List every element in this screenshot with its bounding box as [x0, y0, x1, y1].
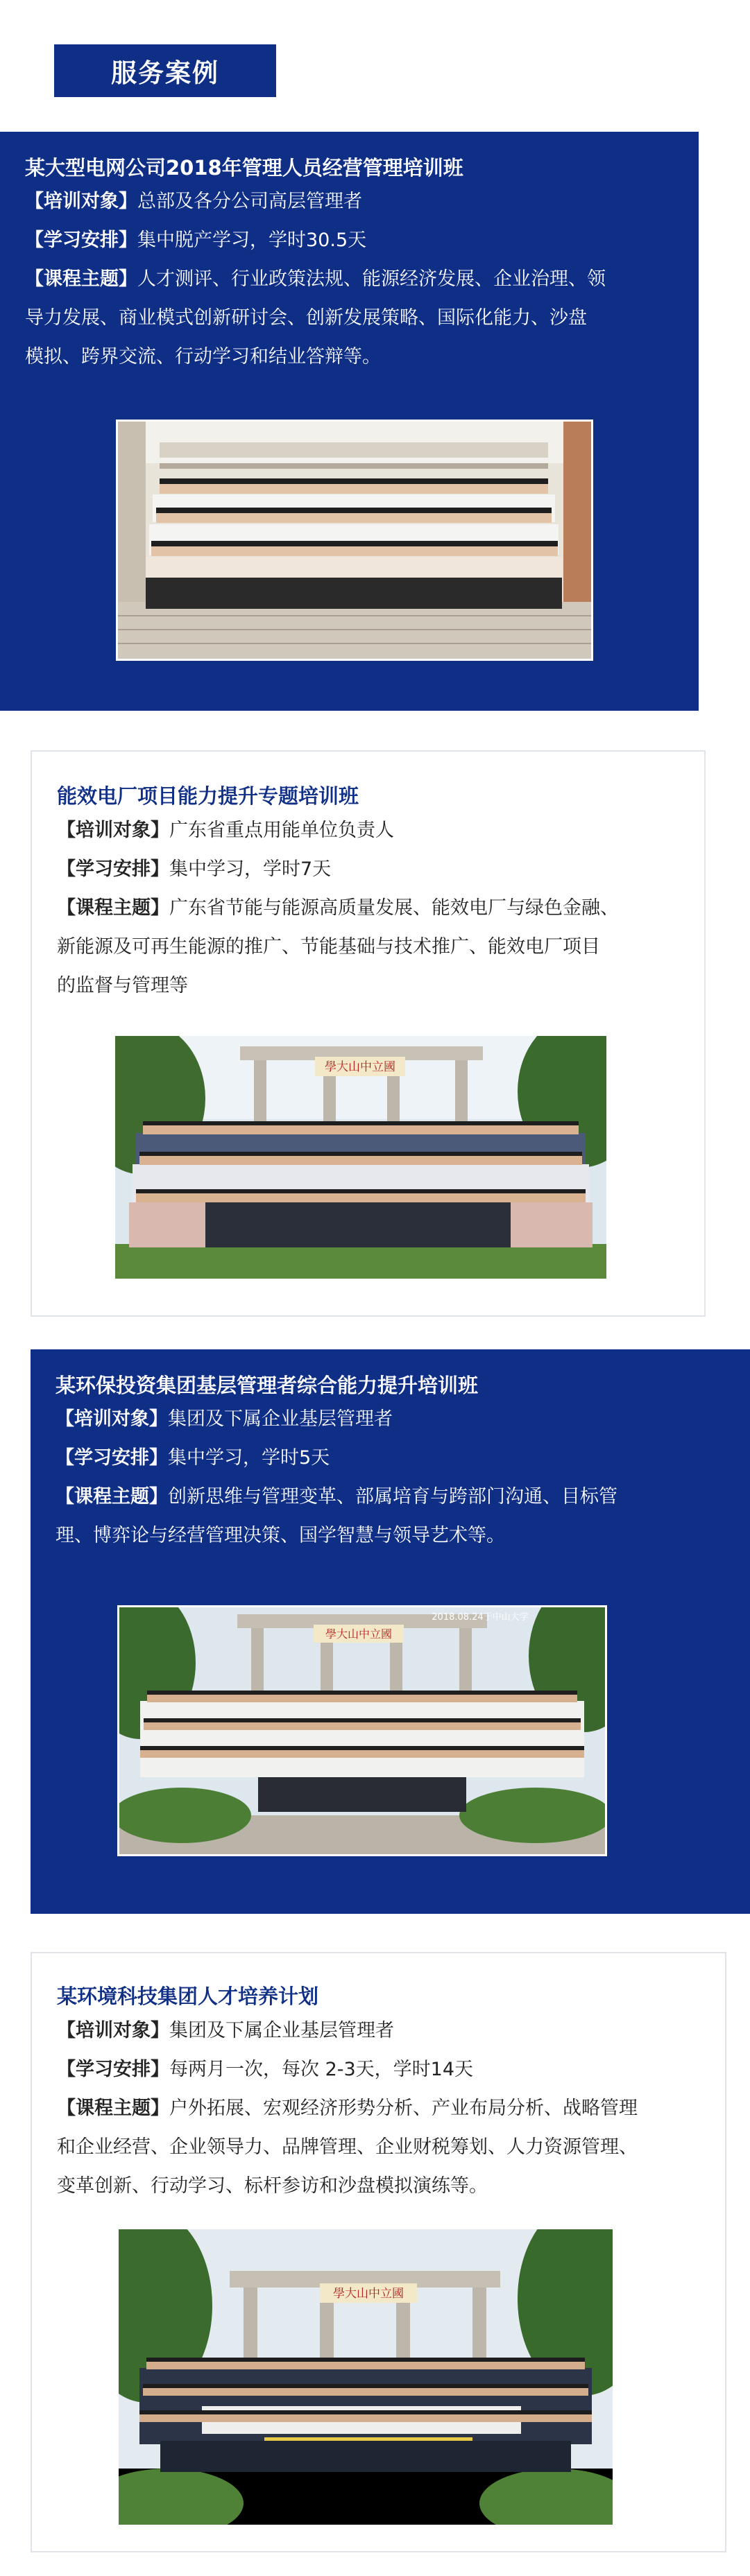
- case-details: [25, 182, 606, 377]
- topic-value: 人才测评、行业政策法规、能源经济发展、企业治理、领: [137, 268, 606, 290]
- target-value: 总部及各分公司高层管理者: [137, 191, 362, 212]
- schedule-line: [57, 2050, 638, 2089]
- case-details: [57, 811, 619, 1005]
- topic-value: 户外拓展、宏观经济形势分析、产业布局分析、战略管理: [169, 2098, 638, 2119]
- topic-line: 新能源及可再生能源的推广、节能基础与技术推广、能效电厂项目: [57, 936, 600, 958]
- target-value: 集团及下属企业基层管理者: [169, 2020, 394, 2041]
- photo-date-caption: 2018.08.24于中山大学: [432, 1612, 529, 1623]
- topic-label: 【课程主题】: [25, 268, 137, 290]
- group-photo: [118, 422, 591, 659]
- group-photo: [119, 1607, 605, 1854]
- case-details: [56, 1400, 617, 1555]
- schedule-value: 每两月一次，每次 2-3天，学时14天: [169, 2059, 474, 2080]
- schedule-label: 【学习安排】: [57, 2059, 169, 2080]
- topic-line: 导力发展、商业模式创新研讨会、创新发展策略、国际化能力、沙盘: [25, 307, 587, 329]
- schedule-label: 【学习安排】: [25, 230, 137, 251]
- case-card-3: [31, 1349, 750, 1914]
- target-line: [25, 182, 606, 221]
- topic-line: [56, 1478, 617, 1516]
- group-photo-image: [119, 2229, 613, 2525]
- archway-sign: 學大山中立國: [333, 2287, 404, 2301]
- case-card-4: [31, 1952, 726, 2552]
- topic-line: [57, 2089, 638, 2128]
- case-card-1: [0, 132, 699, 711]
- schedule-value: 集中学习，学时7天: [169, 858, 332, 880]
- case-title: 某环保投资集团基层管理者综合能力提升培训班: [56, 1374, 479, 1397]
- topic-label: 【课程主题】: [56, 1486, 168, 1507]
- target-label: 【培训对象】: [56, 1408, 168, 1430]
- topic-label: 【课程主题】: [57, 2098, 169, 2119]
- topic-line: 和企业经营、企业领导力、品牌管理、企业财税筹划、人力资源管理、: [57, 2136, 638, 2158]
- topic-line: [25, 260, 606, 299]
- target-value: 集团及下属企业基层管理者: [168, 1408, 393, 1430]
- topic-value: 广东省节能与能源高质量发展、能效电厂与绿色金融、: [169, 897, 619, 919]
- group-photo: [119, 2229, 613, 2525]
- topic-line: 模拟、跨界交流、行动学习和结业答辩等。: [25, 346, 381, 368]
- target-value: 广东省重点用能单位负责人: [169, 820, 394, 841]
- case-title: 某环境科技集团人才培养计划: [57, 1985, 319, 2008]
- topic-line: 变革创新、行动学习、标杆参访和沙盘模拟演练等。: [57, 2175, 488, 2197]
- topic-value: 创新思维与管理变革、部属培育与跨部门沟通、目标管: [168, 1486, 617, 1507]
- target-label: 【培训对象】: [57, 820, 169, 841]
- topic-label: 【课程主题】: [57, 897, 169, 919]
- schedule-line: [56, 1439, 617, 1478]
- target-line: [57, 811, 619, 850]
- archway-sign: 學大山中立國: [325, 1627, 393, 1641]
- schedule-value: 集中脱产学习，学时30.5天: [137, 230, 367, 251]
- case-title: 某大型电网公司2018年管理人员经营管理培训班: [25, 156, 463, 180]
- section-title: 服务案例: [54, 44, 276, 97]
- archway-sign: 學大山中立國: [325, 1060, 395, 1074]
- case-details: [57, 2012, 638, 2206]
- group-photo-image: [119, 1607, 605, 1854]
- schedule-label: 【学习安排】: [56, 1447, 168, 1469]
- schedule-label: 【学习安排】: [57, 858, 169, 880]
- case-title: 能效电厂项目能力提升专题培训班: [57, 784, 359, 808]
- schedule-line: [25, 221, 606, 260]
- target-label: 【培训对象】: [25, 191, 137, 212]
- schedule-line: [57, 850, 619, 889]
- topic-line: [57, 889, 619, 928]
- group-photo: [115, 1036, 606, 1279]
- target-line: [57, 2012, 638, 2050]
- group-photo-image: [118, 422, 591, 659]
- topic-line: 理、博弈论与经营管理决策、国学智慧与领导艺术等。: [56, 1525, 505, 1546]
- target-line: [56, 1400, 617, 1439]
- schedule-value: 集中学习，学时5天: [168, 1447, 330, 1469]
- case-card-2: [31, 750, 706, 1317]
- target-label: 【培训对象】: [57, 2020, 169, 2041]
- group-photo-image: [115, 1036, 606, 1279]
- topic-line: 的监督与管理等: [57, 975, 188, 996]
